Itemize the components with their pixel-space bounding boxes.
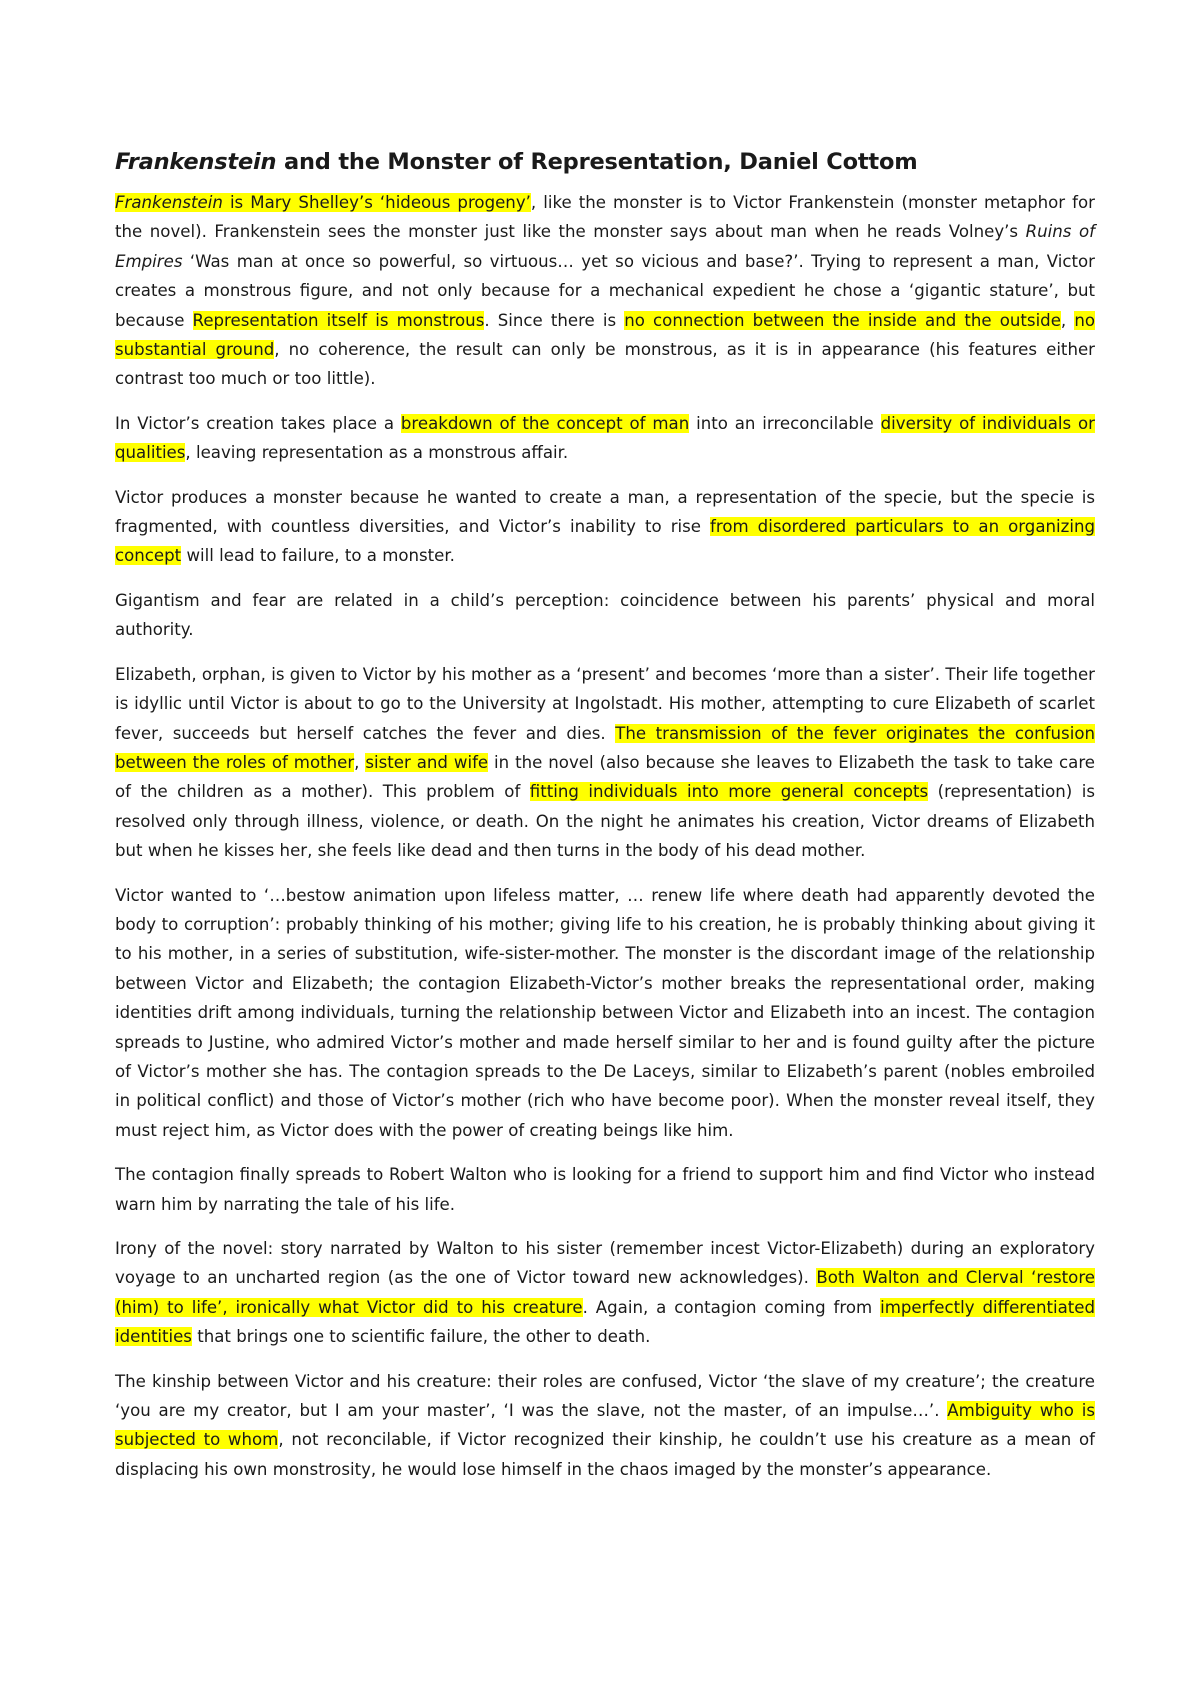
text-run: , leaving representation as a monstrous affair.	[185, 443, 569, 463]
text-run: will lead to failure, to a monster.	[181, 546, 455, 566]
text-run: into an irreconcilable	[689, 413, 881, 433]
text-run: The kinship between Victor and his creature: their roles are confused, Victor ‘the slave of my creature’; the creature ‘you are my creator, but I am your master’, ‘I was the slave, not the master, of an impulse…’.	[115, 1371, 1095, 1421]
highlight: breakdown of the concept of man	[400, 413, 690, 433]
highlight: no substantial ground	[115, 310, 1095, 360]
paragraph-2	[115, 409, 1095, 468]
text-run: , no coherence, the result can only be monstrous, as it is in appearance (his features either contrast too much or too little).	[115, 340, 1095, 389]
document-page	[115, 146, 1095, 1499]
text-run: , like the monster is to Victor Frankenstein (monster metaphor for the novel). Frankenstein sees the monster just like the monster says about man when he reads Volney’s	[115, 193, 1095, 242]
text-run: In Victor’s creation takes place a	[115, 413, 401, 433]
text-run: The contagion finally spreads to Robert Walton who is looking for a friend to support him and find Victor who instead warn him by narrating the tale of his life.	[115, 1165, 1095, 1214]
highlight: Ambiguity who is subjected to whom	[115, 1401, 1095, 1450]
paragraph-1	[115, 188, 1095, 394]
highlight-text: is Mary Shelley’s ‘hideous progeny’	[222, 193, 531, 212]
text-run: Gigantism and fear are related in a child’s perception: coincidence between his parents’ physical and moral authority.	[115, 590, 1095, 640]
text-run: Irony of the novel: story narrated by Walton to his sister (remember incest Victor-Elizabeth) during an exploratory voyage to an uncharted region (as the one of Victor toward new acknowledges).	[115, 1239, 1095, 1288]
paragraph-9	[115, 1367, 1095, 1485]
text-run: ,	[1060, 310, 1075, 330]
highlight	[115, 193, 531, 212]
paragraph-7	[115, 1160, 1095, 1219]
highlight: fitting individuals into more general concepts	[529, 782, 929, 802]
paragraph-6	[115, 881, 1095, 1146]
highlight: imperfectly differentiated identities	[115, 1297, 1095, 1347]
title-rest: and the Monster of Representation, Daniel Cottom	[276, 149, 918, 175]
highlight: Both Walton and Clerval ‘restore (him) to life’, ironically what Victor did to his creature	[115, 1268, 1095, 1317]
paragraph-8	[115, 1234, 1095, 1352]
title-italic: Frankenstein	[115, 149, 277, 175]
text-run: Elizabeth, orphan, is given to Victor by his mother as a ‘present’ and becomes ‘more than a sister’. Their life together is idyllic until Victor is about to go to the University at Ingolstadt. His mother, attempting to cure Elizabeth of scarlet fever, succeeds but herself catches the fever and dies.	[115, 664, 1095, 743]
text-run: , not reconcilable, if Victor recognized their kinship, he couldn’t use his creature as a mean of displacing his own monstrosity, he would lose himself in the chaos imaged by the monster’s appearance.	[115, 1430, 1096, 1479]
text-run: in the novel (also because she leaves to Elizabeth the task to take care of the children as a mother). This problem of	[115, 752, 1095, 802]
text-run: . Since there is	[484, 310, 625, 330]
text-run: Victor produces a monster because he wanted to create a man, a representation of the specie, but the specie is fragmented, with countless diversities, and Victor’s inability to rise	[115, 487, 1095, 537]
text-run: that brings one to scientific failure, the other to death.	[191, 1327, 651, 1347]
paragraph-3	[115, 483, 1095, 571]
text-run: Victor wanted to ‘…bestow animation upon lifeless matter, … renew life where death had apparently devoted the body to corruption’: probably thinking of his mother; giving life to his creation, he is probably thinking about giving it to his mother, in a series of substitution, wife-sister-mother. The monster is the discordant image of the relationship between Victor and Elizabeth; the contagion Elizabeth-Victor’s mother breaks the representational order, making identities drift among individuals, turning the relationship between Victor and Elizabeth into an incest. The contagion spreads to Justine, who admired Victor’s mother and made herself similar to her and is found guilty after the picture of Victor’s mother she has. The contagion spreads to the De Laceys, similar to Elizabeth’s parent (nobles embroiled in political conflict) and those of Victor’s mother (rich who have become poor). When the monster reveal itself, they must reject him, as Victor does with the power of creating beings like him.	[115, 885, 1095, 1140]
text-run: . Again, a contagion coming from	[582, 1297, 881, 1317]
text-run: ,	[354, 752, 366, 772]
text-run: ‘Was man at once so powerful, so virtuous… yet so vicious and base?’. Trying to represent a man, Victor creates a monstrous figure, and not only because for a mechanical expedient he chose a ‘gigantic stature’, but because	[115, 251, 1095, 330]
paragraph-5	[115, 660, 1095, 866]
highlight: The transmission of the fever originates the confusion between the roles of mother	[115, 723, 1095, 772]
highlight: sister and wife	[365, 752, 489, 772]
italic-text: Frankenstein	[115, 193, 223, 212]
italic-text: Ruins of Empires	[115, 222, 1095, 271]
text-run: (representation) is resolved only through illness, violence, or death. On the night he animates his creation, Victor dreams of Elizabeth but when he kisses her, she feels like dead and then turns in the body of his dead mother.	[115, 782, 1095, 861]
highlight: diversity of individuals or qualities	[115, 413, 1095, 463]
paragraph-4	[115, 586, 1095, 645]
highlight: from disordered particulars to an organizing concept	[115, 517, 1096, 566]
highlight: no connection between the inside and the outside	[624, 310, 1061, 330]
highlight: Representation itself is monstrous	[192, 310, 485, 330]
document-title	[115, 146, 1095, 178]
